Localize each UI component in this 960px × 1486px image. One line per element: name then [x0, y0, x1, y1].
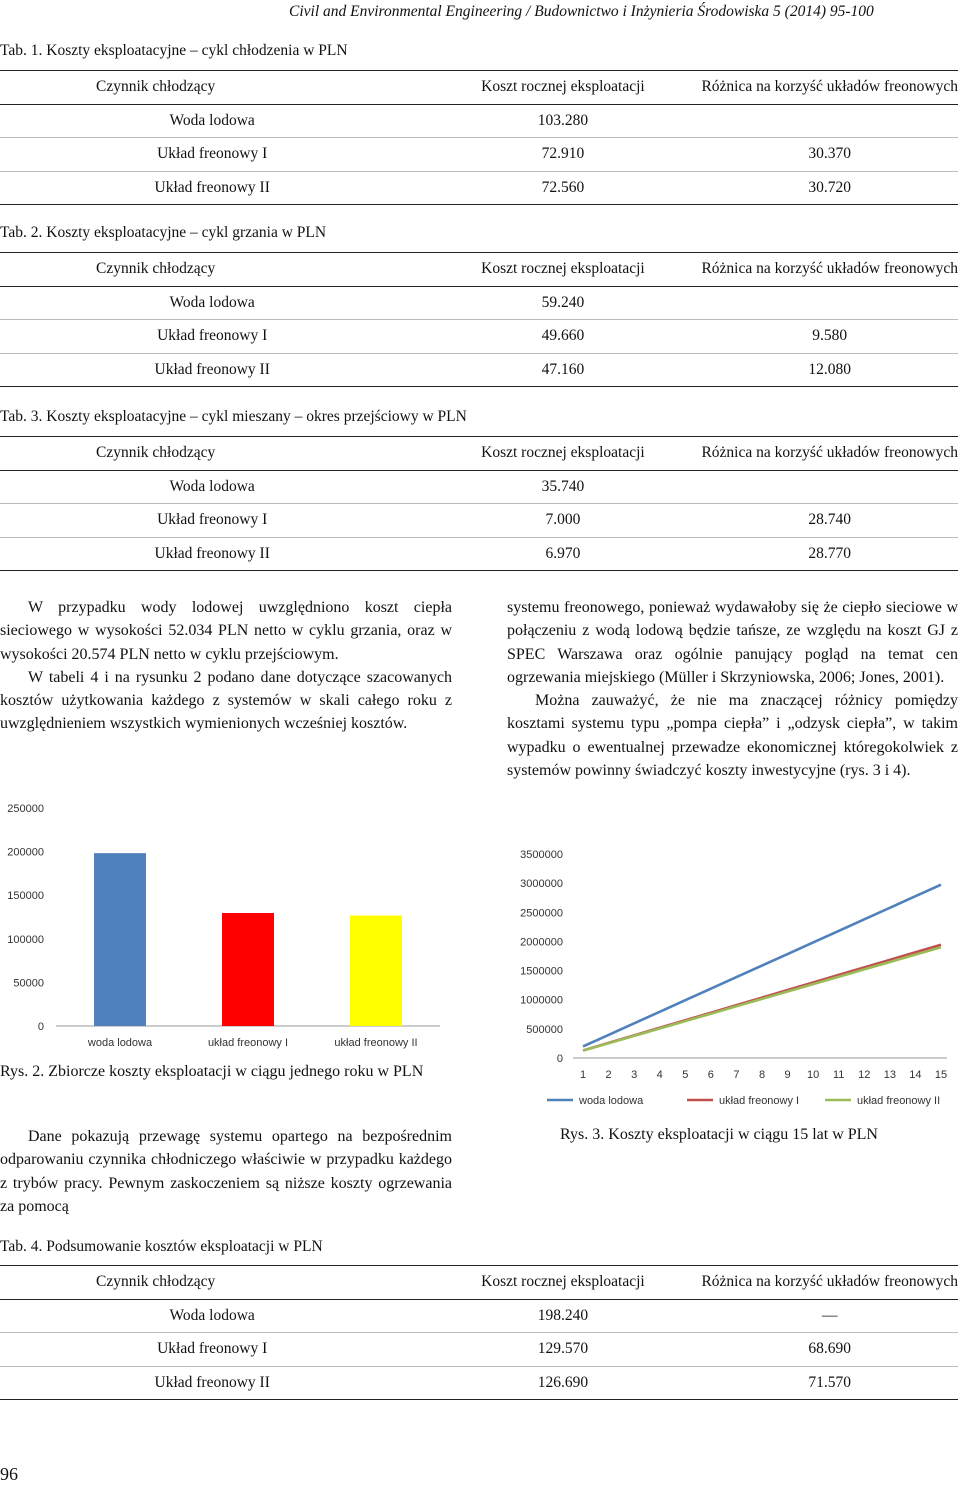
x-tick-label: 15: [934, 1069, 948, 1081]
table-cell: 6.970: [424, 537, 701, 571]
table-cell: Woda lodowa: [0, 470, 424, 504]
table-row: [0, 353, 958, 387]
bar: [94, 853, 146, 1026]
legend-label: woda lodowa: [579, 1095, 644, 1107]
table-cell: 68.690: [701, 1333, 958, 1367]
fig3-caption: Rys. 3. Koszty eksploatacji w ciągu 15 lat w PLN: [560, 1126, 878, 1143]
table-row: [0, 171, 958, 205]
paragraph: Można zauważyć, że nie ma znaczącej różnicy pomiędzy kosztami systemu typu „pompa ciepła” i „odzysk ciepła”, w takim wypadku o ewentualnej przewadze ekonomicznej któregokolwiek z systemów powinny świadczyć koszty inwestycyjne (rys. 3 i 4).: [507, 692, 958, 780]
table-cell: 12.080: [701, 353, 958, 387]
x-tick-label: 10: [807, 1069, 820, 1081]
table-cell: 72.560: [424, 171, 701, 205]
table2-header-cost: Koszt rocznej eksploatacji: [424, 253, 701, 287]
x-tick-label: 2: [605, 1069, 612, 1081]
series-line: [583, 947, 941, 1050]
table-cell: 47.160: [424, 353, 701, 387]
table-cell: 30.720: [701, 171, 958, 205]
table4-header-agent: Czynnik chłodzący: [0, 1266, 424, 1300]
table3: [0, 436, 958, 571]
x-tick-label: 4: [656, 1069, 663, 1081]
table-cell: [701, 286, 958, 320]
table-row: [0, 470, 958, 504]
table-cell: Woda lodowa: [0, 104, 424, 138]
legend-label: układ freonowy II: [857, 1095, 941, 1107]
table1-header-cost: Koszt rocznej eksploatacji: [424, 71, 701, 105]
table2-header-diff: Różnica na korzyść układów freonowych: [701, 253, 958, 287]
table-cell: 129.570: [424, 1333, 701, 1367]
bar: [350, 916, 402, 1026]
x-tick-label: układ freonowy II: [334, 1037, 418, 1049]
y-tick-label: 500000: [526, 1023, 563, 1036]
table3-caption: Tab. 3. Koszty eksploatacyjne – cykl mieszany – okres przejściowy w PLN: [0, 408, 467, 425]
table-cell: Woda lodowa: [0, 1299, 424, 1333]
table-cell: [701, 104, 958, 138]
table-cell: Układ freonowy II: [0, 537, 424, 571]
table-cell: 7.000: [424, 504, 701, 538]
x-tick-label: 14: [909, 1069, 922, 1081]
table-cell: 28.740: [701, 504, 958, 538]
table-cell: Układ freonowy I: [0, 138, 424, 172]
table3-header-cost: Koszt rocznej eksploatacji: [424, 437, 701, 471]
legend-label: układ freonowy I: [719, 1095, 800, 1107]
table-cell: 198.240: [424, 1299, 701, 1333]
x-tick-label: 11: [833, 1069, 845, 1081]
table4-header-cost: Koszt rocznej eksploatacji: [424, 1266, 701, 1300]
table-cell: Układ freonowy II: [0, 1366, 424, 1400]
paragraph: W tabeli 4 i na rysunku 2 podano dane dotyczące szacowanych kosztów użytkowania każdego z systemów w skali całego roku z uwzględnieniem wszystkich wymienionych wcześniej kosztów.: [0, 668, 452, 733]
table1-header-diff: Różnica na korzyść układów freonowych: [701, 71, 958, 105]
x-tick-label: 12: [858, 1069, 871, 1081]
table-row: [0, 286, 958, 320]
table-cell: —: [701, 1299, 958, 1333]
table-cell: 30.370: [701, 138, 958, 172]
table2-header-agent: Czynnik chłodzący: [0, 253, 424, 287]
table-cell: 71.570: [701, 1366, 958, 1400]
x-tick-label: 13: [883, 1069, 896, 1081]
y-tick-label: 100000: [7, 933, 44, 946]
table-cell: Układ freonowy I: [0, 504, 424, 538]
table-cell: 35.740: [424, 470, 701, 504]
table-cell: 72.910: [424, 138, 701, 172]
table1-caption: Tab. 1. Koszty eksploatacyjne – cykl chłodzenia w PLN: [0, 42, 348, 59]
x-tick-label: układ freonowy I: [207, 1037, 289, 1049]
y-tick-label: 50000: [13, 977, 44, 990]
table-cell: 9.580: [701, 320, 958, 354]
left-column: [0, 596, 452, 736]
fig3-line-chart: [507, 840, 960, 1115]
x-tick-label: 6: [707, 1069, 714, 1081]
y-tick-label: 250000: [7, 803, 44, 815]
table-cell: 28.770: [701, 537, 958, 571]
y-tick-label: 0: [556, 1053, 563, 1065]
y-tick-label: 1500000: [520, 965, 563, 978]
table4-caption: Tab. 4. Podsumowanie kosztów eksploatacji w PLN: [0, 1238, 323, 1255]
x-tick-label: 7: [733, 1069, 740, 1081]
table-cell: 103.280: [424, 104, 701, 138]
table-cell: 126.690: [424, 1366, 701, 1400]
series-line: [583, 885, 941, 1047]
x-tick-label: woda lodowa: [87, 1037, 153, 1049]
table-cell: Układ freonowy I: [0, 1333, 424, 1367]
table4-header-diff: Różnica na korzyść układów freonowych: [701, 1266, 958, 1300]
y-tick-label: 200000: [7, 846, 44, 859]
table-cell: [701, 470, 958, 504]
table1: [0, 70, 958, 205]
right-column: [507, 596, 958, 782]
y-tick-label: 1000000: [520, 994, 563, 1007]
table3-header-agent: Czynnik chłodzący: [0, 437, 424, 471]
y-tick-label: 3500000: [520, 849, 563, 861]
left-column-continued: [0, 1125, 452, 1218]
table-cell: 59.240: [424, 286, 701, 320]
table-row: [0, 104, 958, 138]
table-cell: Układ freonowy II: [0, 171, 424, 205]
table-cell: 49.660: [424, 320, 701, 354]
table2-caption: Tab. 2. Koszty eksploatacyjne – cykl grzania w PLN: [0, 224, 327, 241]
table-cell: Układ freonowy II: [0, 353, 424, 387]
y-tick-label: 0: [37, 1021, 44, 1033]
fig2-bar-chart: [0, 798, 450, 1056]
table-cell: Woda lodowa: [0, 286, 424, 320]
table-row: [0, 1333, 958, 1367]
table-row: [0, 504, 958, 538]
x-tick-label: 1: [579, 1069, 587, 1081]
table-cell: Układ freonowy I: [0, 320, 424, 354]
table4: [0, 1265, 958, 1400]
table-row: [0, 1299, 958, 1333]
y-tick-label: 2000000: [520, 936, 563, 949]
page-number: 96: [0, 1464, 18, 1484]
paragraph: W przypadku wody lodowej uwzględniono koszt ciepła sieciowego w wysokości 52.034 PLN netto w cyklu grzania, oraz w wysokości 20.574 PLN netto w cyklu przejściowym.: [0, 599, 452, 663]
running-header: Civil and Environmental Engineering / Budownictwo i Inżynieria Środowiska 5 (2014) 95-100: [289, 3, 874, 20]
table-row: [0, 537, 958, 571]
y-tick-label: 3000000: [520, 878, 563, 891]
x-tick-label: 3: [631, 1069, 638, 1081]
y-tick-label: 2500000: [520, 907, 563, 920]
y-tick-label: 150000: [7, 890, 44, 903]
table-row: [0, 1366, 958, 1400]
paragraph: Dane pokazują przewagę systemu opartego na bezpośrednim odparowaniu czynnika chłodniczego właściwie w przypadku każdego z trybów pracy. Pewnym zaskoczeniem są niższe koszty ogrzewania za pomocą: [0, 1128, 452, 1215]
table1-header-agent: Czynnik chłodzący: [0, 71, 424, 105]
table3-header-diff: Różnica na korzyść układów freonowych: [701, 437, 958, 471]
table-row: [0, 138, 958, 172]
fig2-caption: Rys. 2. Zbiorcze koszty eksploatacji w ciągu jednego roku w PLN: [0, 1063, 424, 1080]
bar: [222, 913, 274, 1026]
x-tick-label: 9: [784, 1069, 791, 1081]
table-row: [0, 320, 958, 354]
x-tick-label: 8: [758, 1069, 766, 1081]
x-tick-label: 5: [682, 1069, 689, 1081]
paragraph: systemu freonowego, ponieważ wydawałoby się że ciepło sieciowe w połączeniu z wodą lodową będzie tańsze, ze względu na koszt GJ z SPEC Warszawa oraz ogólnie panujący pogląd na temat cen ogrzewania miejskiego (Müller i Skrzyniowska, 2006; Jones, 2001).: [507, 599, 958, 686]
table2: [0, 252, 958, 387]
